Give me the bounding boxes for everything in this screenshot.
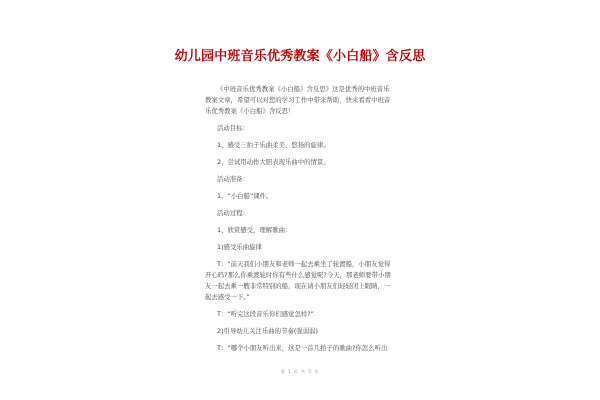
intro-line: 教案文章，希望可以对您的学习工作中带来帮助，快来看看中班音	[205, 96, 391, 104]
section-heading-goals: 活动目标：	[217, 124, 249, 132]
intro-line: 《中班音乐优秀教案《小白船》含反思》这是优秀的中班音乐	[217, 85, 390, 93]
intro-paragraph	[205, 84, 405, 117]
preparation-item-1: 1、“小白船”课件。	[217, 192, 273, 200]
section-heading-process: 活动过程：	[217, 209, 249, 217]
process-subitem-2: 2)引导幼儿关注乐曲的节奏(强弱弱)	[217, 327, 319, 335]
document-title: 幼儿园中班音乐优秀教案《小白船》含反思	[174, 49, 426, 64]
dialog-line: 友一起去乘一艘非常特别的船，现在请小朋友们轻轻闭上眼睛，一	[205, 282, 391, 290]
process-subitem-1: 1)感受乐曲旋律	[217, 243, 262, 251]
goal-item-2: 2、尝试用动作大胆表现乐曲中的情景。	[217, 158, 330, 166]
dialog-line-3: T：“哪个小朋友听出来，这是一首几拍子的歌曲?你怎么听出	[217, 344, 388, 352]
section-heading-preparation: 活动准备：	[217, 175, 249, 183]
dialog-line: 开心吗?那么你乘渡轮时你有些什么感觉呢?今天，那老师要带小朋	[205, 271, 391, 279]
dialog-paragraph-1	[205, 259, 405, 303]
process-item-1: 1、欣赏感受，理解歌曲：	[217, 226, 292, 234]
dialog-line: 起去感受一下。”	[205, 293, 250, 301]
document-body	[205, 78, 405, 354]
goal-item-1: 1、感受三拍子乐曲柔美、悠扬的旋律。	[217, 141, 330, 149]
dialog-line: T：“前天我们小朋友和老师一起去乘坐了轮渡船，小朋友觉得	[217, 260, 391, 268]
page-footer: 第 1 页 共 5 页	[280, 369, 320, 374]
intro-line: 乐优秀教案《小白船》含反思！	[205, 107, 295, 115]
dialog-line-2: T：“听完这段音乐你们感觉怎样?”	[217, 310, 314, 318]
